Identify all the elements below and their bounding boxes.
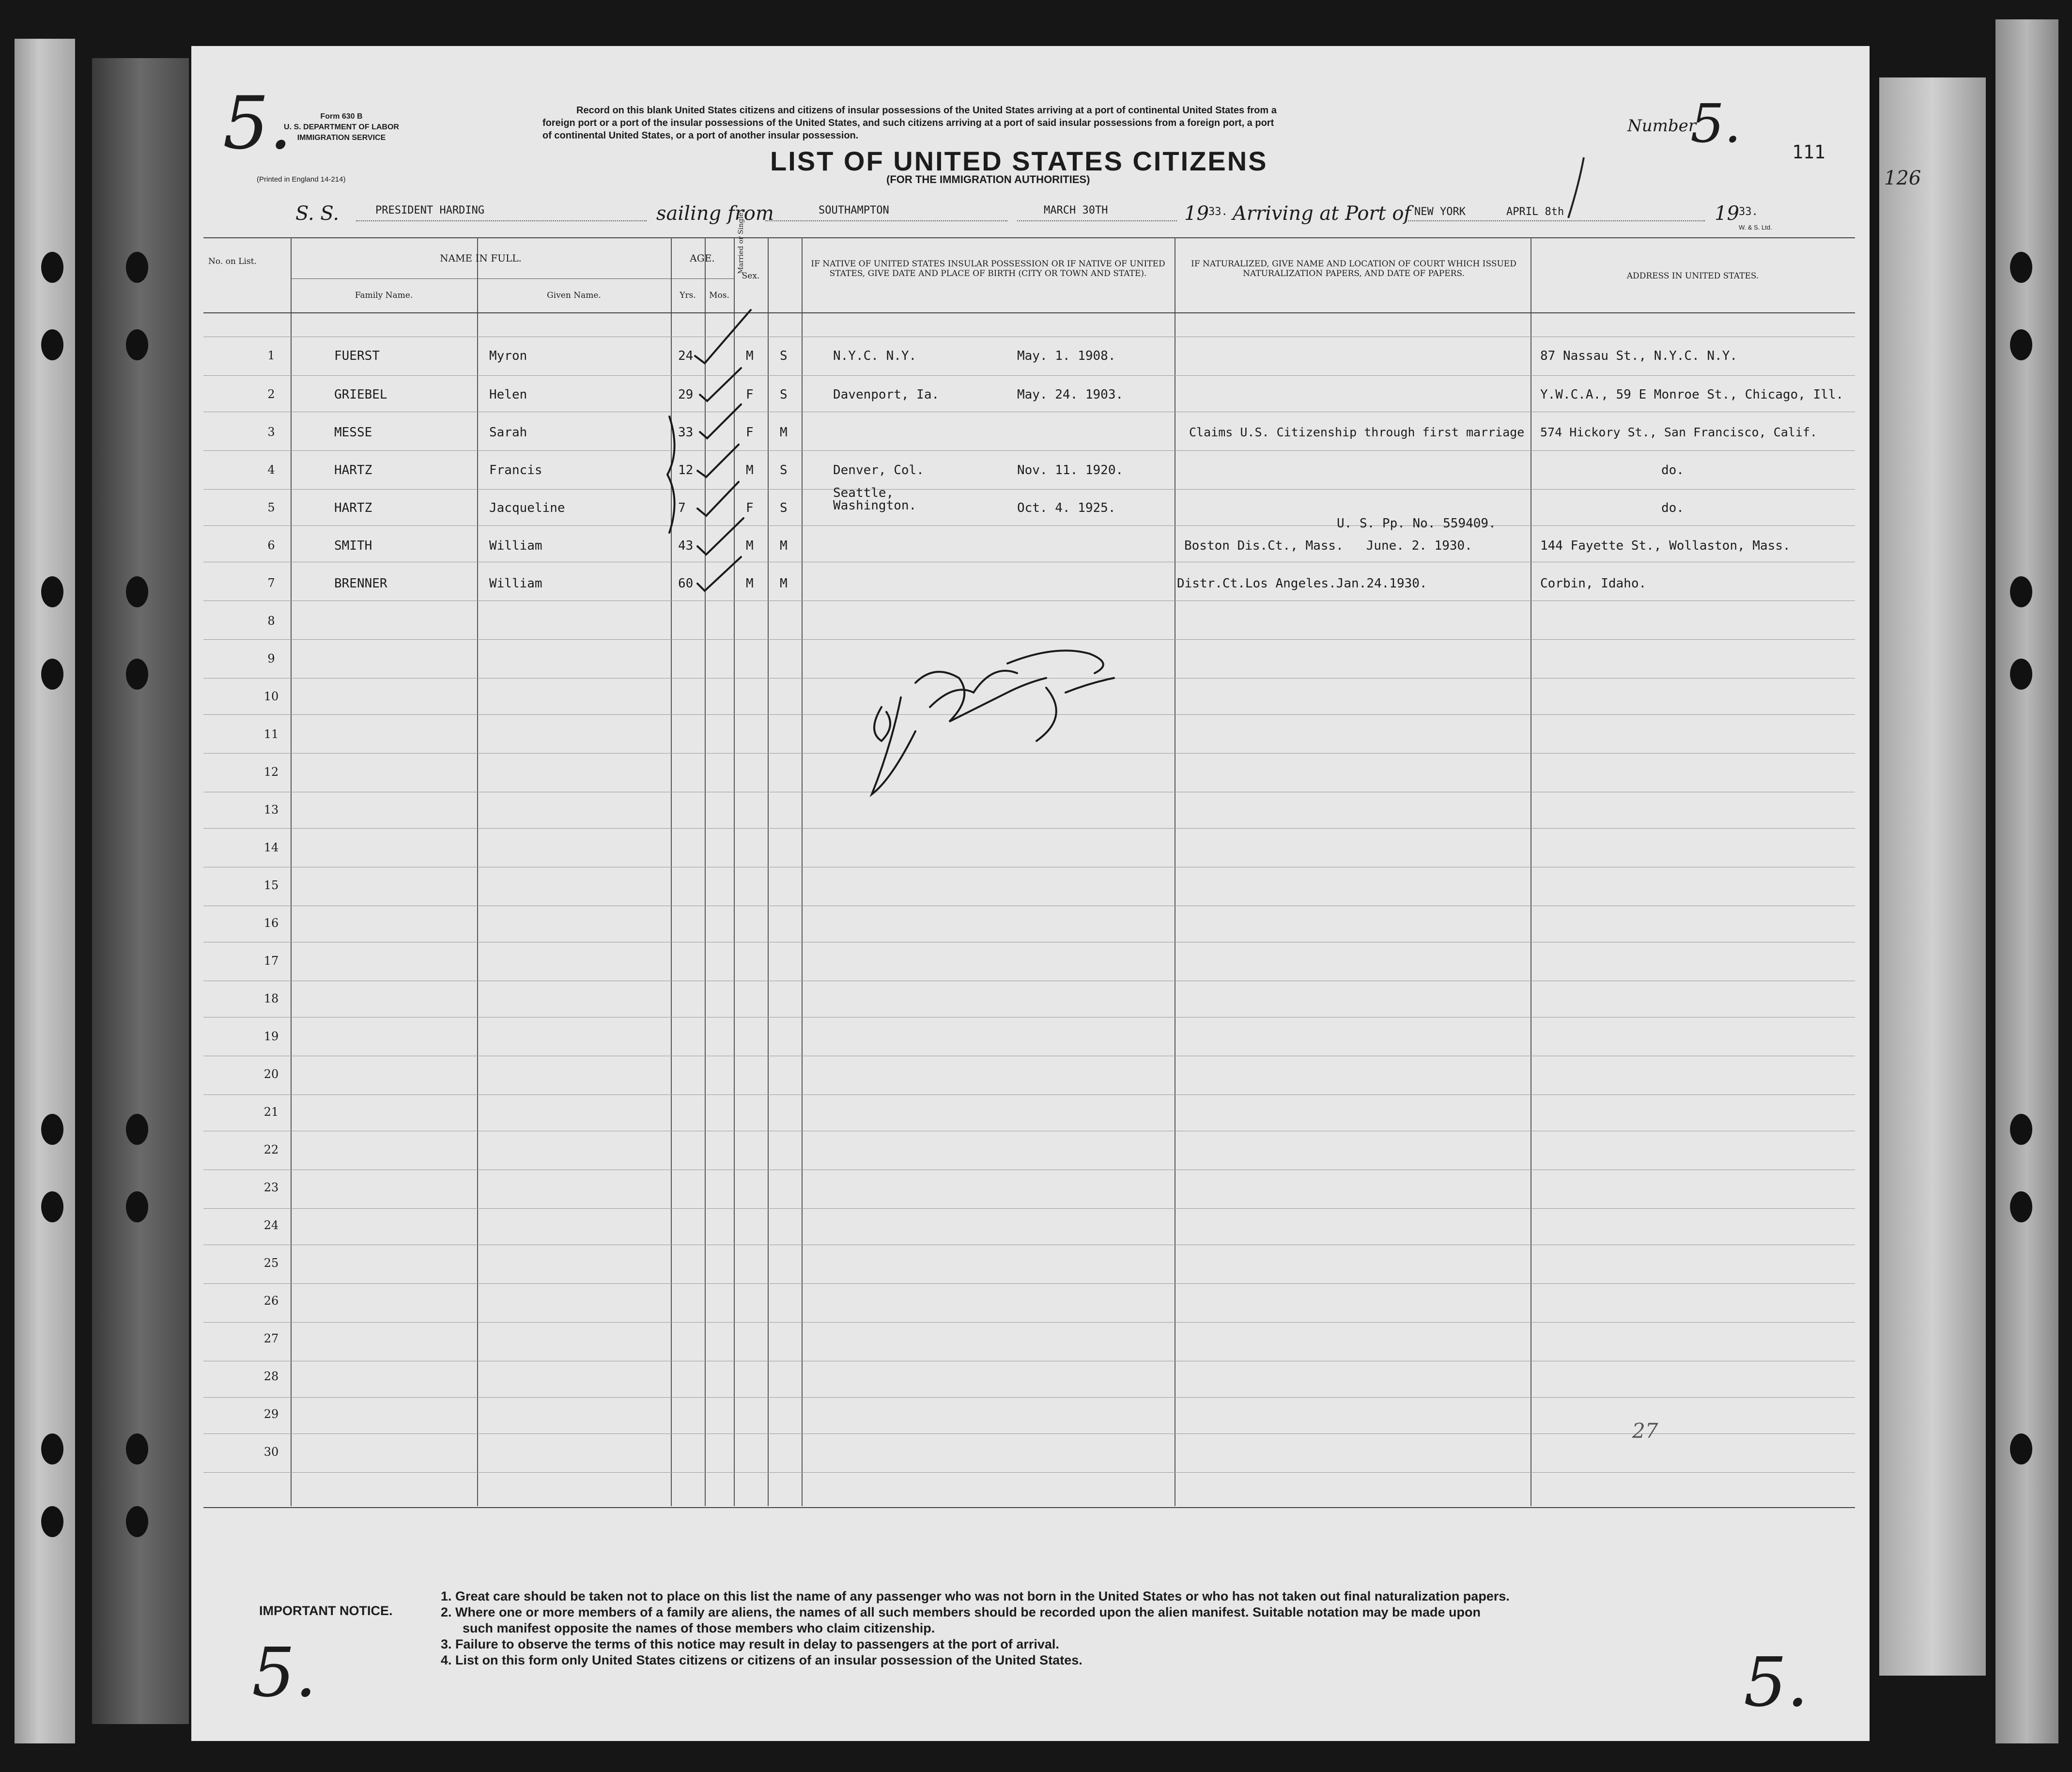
department-name: U. S. DEPARTMENT OF LABOR bbox=[284, 123, 399, 131]
passport-number: U. S. Pp. No. 559409. bbox=[1337, 516, 1496, 531]
binder-hole bbox=[41, 252, 63, 283]
corner-mark-top-left: 5. bbox=[223, 81, 293, 166]
printed-note: (Printed in England 14-214) bbox=[257, 175, 346, 184]
binder-hole bbox=[126, 1433, 148, 1464]
sex-cell: M bbox=[746, 539, 754, 553]
row-number: 27 bbox=[263, 1332, 279, 1345]
departure-year-prefix: 19 bbox=[1184, 202, 1209, 225]
binder-hole bbox=[126, 252, 148, 283]
marital-cell: S bbox=[780, 349, 788, 363]
arrival-date: APRIL 8th bbox=[1506, 206, 1564, 218]
row-number: 8 bbox=[267, 614, 275, 628]
page-number: 111 bbox=[1792, 141, 1825, 163]
marital-cell: M bbox=[780, 425, 788, 440]
binder-hole bbox=[126, 329, 148, 360]
column-divider bbox=[477, 237, 478, 1506]
ss-label: S. S. bbox=[295, 202, 340, 225]
from-port: SOUTHAMPTON bbox=[819, 204, 889, 216]
header-address: ADDRESS IN UNITED STATES. bbox=[1626, 271, 1759, 281]
header-months: Mos. bbox=[709, 291, 729, 300]
notice-item: 2. Where one or more members of a family are aliens, the names of all such members should be recorded upon the alien manifest. Suitable notation may be made upon bbox=[441, 1605, 1481, 1619]
check-mark-icon bbox=[695, 310, 751, 363]
number-label: Number bbox=[1627, 116, 1697, 136]
birth-place-cell: N.Y.C. N.Y. bbox=[833, 349, 917, 363]
binder-hole bbox=[41, 1506, 63, 1537]
birth-place-cell: Denver, Col. bbox=[833, 463, 924, 478]
binder-hole bbox=[2010, 1191, 2032, 1222]
check-mark-icon bbox=[697, 518, 743, 555]
row-number: 21 bbox=[263, 1105, 279, 1119]
corner-mark-bottom-right: 5. bbox=[1744, 1643, 1809, 1722]
notice-item: such manifest opposite the names of those members who claim citizenship. bbox=[463, 1621, 935, 1635]
arrival-year-prefix: 19 bbox=[1715, 202, 1739, 225]
page-title: LIST OF UNITED STATES CITIZENS bbox=[770, 146, 1268, 176]
header-subdivider bbox=[671, 278, 734, 279]
row-number: 12 bbox=[263, 765, 279, 779]
from-port-line bbox=[765, 220, 1007, 221]
notice-item: 3. Failure to observe the terms of this notice may result in delay to passengers at the port of arrival. bbox=[441, 1637, 1059, 1651]
family-name-cell: HARTZ bbox=[334, 463, 372, 478]
binder-hole bbox=[126, 1114, 148, 1145]
column-divider bbox=[802, 237, 803, 1506]
sailing-label: sailing from bbox=[656, 202, 774, 225]
given-name-cell: Helen bbox=[489, 387, 527, 402]
binder-hole bbox=[41, 576, 63, 607]
row-number: 30 bbox=[263, 1445, 279, 1459]
row-number: 4 bbox=[267, 463, 275, 477]
corner-mark-bottom-left: 5. bbox=[252, 1633, 317, 1712]
form-number: Form 630 B bbox=[320, 112, 363, 121]
header-naturalized: IF NATURALIZED, GIVE NAME AND LOCATION OF COURT WHICH ISSUED NATURALIZATION PAPERS, AND DATE OF PAPERS. bbox=[1191, 259, 1516, 278]
given-name-cell: Sarah bbox=[489, 425, 527, 440]
sex-cell: M bbox=[746, 576, 754, 591]
sex-cell: F bbox=[746, 501, 754, 515]
form-identifier bbox=[271, 111, 412, 143]
row-number: 18 bbox=[263, 992, 279, 1005]
row-number: 13 bbox=[263, 803, 279, 817]
marital-cell: S bbox=[780, 387, 788, 402]
notice-body bbox=[441, 1588, 1855, 1668]
row-number: 16 bbox=[263, 916, 279, 930]
family-name-cell: FUERST bbox=[334, 349, 380, 363]
row-number: 19 bbox=[263, 1030, 279, 1043]
row-number: 23 bbox=[263, 1181, 279, 1194]
notice-heading: IMPORTANT NOTICE. bbox=[259, 1603, 393, 1618]
arrival-port: NEW YORK bbox=[1414, 206, 1466, 218]
binder-hole bbox=[126, 1506, 148, 1537]
age-cell: 12 bbox=[678, 463, 694, 478]
binder-right-edge bbox=[1879, 77, 1986, 1676]
family-name-cell: SMITH bbox=[334, 539, 372, 553]
header-subdivider bbox=[291, 278, 705, 279]
departure-date-line bbox=[1017, 220, 1177, 221]
binder-hole bbox=[126, 659, 148, 690]
sex-cell: M bbox=[746, 463, 754, 478]
header-bottom-rule bbox=[203, 312, 1855, 313]
row-number: 20 bbox=[263, 1067, 279, 1081]
binder-hole bbox=[41, 1114, 63, 1145]
binder-strip bbox=[92, 58, 189, 1724]
row-number: 14 bbox=[263, 841, 279, 854]
check-mark-icon bbox=[697, 482, 739, 516]
row-number: 11 bbox=[263, 727, 279, 741]
instruction-line: Record on this blank United States citizens and citizens of insular possessions of the United States arriving at a port of continental United States from a bbox=[576, 105, 1277, 116]
age-cell: 60 bbox=[678, 576, 694, 591]
page-subtitle: (FOR THE IMMIGRATION AUTHORITIES) bbox=[886, 173, 1090, 185]
sex-cell: F bbox=[746, 425, 754, 440]
row-number: 3 bbox=[267, 425, 275, 439]
binder-hole bbox=[2010, 1433, 2032, 1464]
header-name-in-full: NAME IN FULL. bbox=[440, 252, 522, 264]
row-number: 9 bbox=[267, 652, 275, 665]
column-divider bbox=[291, 237, 292, 1506]
header-married-single: Married or Single. bbox=[737, 210, 745, 274]
given-name-cell: Myron bbox=[489, 349, 527, 363]
family-name-cell: HARTZ bbox=[334, 501, 372, 515]
header-given-name: Given Name. bbox=[547, 291, 601, 300]
sex-cell: F bbox=[746, 387, 754, 402]
service-name: IMMIGRATION SERVICE bbox=[297, 134, 386, 142]
marital-cell: S bbox=[780, 501, 788, 515]
arrival-year: 33. bbox=[1739, 206, 1758, 218]
birth-date-cell: May. 1. 1908. bbox=[1017, 349, 1116, 363]
departure-year: 33. bbox=[1208, 206, 1228, 218]
marital-cell: M bbox=[780, 539, 788, 553]
header-birth: IF NATIVE OF UNITED STATES INSULAR POSSESSION OR IF NATIVE OF UNITED STATES, GIVE DATE AND PLACE OF BIRTH (CITY OR TOWN AND STATE). bbox=[811, 259, 1165, 278]
address-cell: 574 Hickory St., San Francisco, Calif. bbox=[1540, 425, 1817, 439]
row-number: 28 bbox=[263, 1370, 279, 1383]
row-number: 7 bbox=[267, 576, 275, 590]
header-sex: Sex. bbox=[742, 271, 760, 281]
binder-hole bbox=[2010, 659, 2032, 690]
row-number: 26 bbox=[263, 1294, 279, 1308]
address-cell: Y.W.C.A., 59 E Monroe St., Chicago, Ill. bbox=[1540, 387, 1844, 402]
binder-left-edge bbox=[15, 39, 75, 1743]
birth-place-cell: Davenport, Ia. bbox=[833, 387, 940, 402]
address-cell: 144 Fayette St., Wollaston, Mass. bbox=[1540, 539, 1791, 553]
margin-note: 27 bbox=[1632, 1419, 1658, 1443]
binder-hole bbox=[41, 1191, 63, 1222]
age-cell: 43 bbox=[678, 539, 694, 553]
notice-item: 1. Great care should be taken not to place on this list the name of any passenger who was not born in the United States or who has not taken out final naturalization papers. bbox=[441, 1589, 1510, 1603]
address-cell: 87 Nassau St., N.Y.C. N.Y. bbox=[1540, 349, 1737, 363]
handwritten-correction-stroke bbox=[1564, 155, 1593, 223]
check-mark-icon bbox=[697, 445, 739, 477]
family-name-cell: MESSE bbox=[334, 425, 372, 440]
row-number: 24 bbox=[263, 1218, 279, 1232]
marital-cell: S bbox=[780, 463, 788, 478]
signature-text bbox=[862, 634, 863, 635]
row-number: 2 bbox=[267, 387, 275, 401]
header-age: AGE. bbox=[690, 252, 715, 264]
check-mark-icon bbox=[700, 368, 741, 401]
given-name-cell: Francis bbox=[489, 463, 542, 478]
row-number: 10 bbox=[263, 690, 279, 703]
sex-cell: M bbox=[746, 349, 754, 363]
check-mark-icon bbox=[697, 557, 741, 591]
family-name-cell: BRENNER bbox=[334, 576, 387, 591]
header-years: Yrs. bbox=[680, 291, 696, 300]
given-name-cell: William bbox=[489, 539, 542, 553]
check-mark-icon bbox=[700, 404, 741, 438]
row-number: 15 bbox=[263, 878, 279, 892]
printer-mark: W. & S. Ltd. bbox=[1739, 224, 1772, 231]
birth-date-cell: Oct. 4. 1925. bbox=[1017, 501, 1116, 515]
binder-hole bbox=[126, 576, 148, 607]
header-no-on-list: No. on List. bbox=[208, 257, 257, 266]
given-name-cell: Jacqueline bbox=[489, 501, 565, 515]
binder-hole bbox=[41, 329, 63, 360]
arrival-line bbox=[1405, 220, 1705, 221]
birth-place-cell: Seattle, Washington. bbox=[833, 486, 917, 513]
address-cell: do. bbox=[1661, 501, 1684, 515]
birth-date-cell: May. 24. 1903. bbox=[1017, 387, 1124, 402]
binder-hole bbox=[126, 1191, 148, 1222]
family-name-cell: GRIEBEL bbox=[334, 387, 387, 402]
binder-hole bbox=[2010, 576, 2032, 607]
instructions-block bbox=[542, 104, 1555, 142]
row-number: 29 bbox=[263, 1407, 279, 1421]
check-marks bbox=[659, 291, 785, 601]
row-number: 22 bbox=[263, 1143, 279, 1156]
naturalization-cell: Boston Dis.Ct., Mass. June. 2. 1930. bbox=[1184, 539, 1472, 553]
address-cell: do. bbox=[1661, 463, 1684, 478]
given-name-cell: William bbox=[489, 576, 542, 591]
ship-name: PRESIDENT HARDING bbox=[375, 204, 485, 216]
binder-hole bbox=[41, 659, 63, 690]
age-cell: 24 bbox=[678, 349, 694, 363]
binder-hole bbox=[2010, 252, 2032, 283]
naturalization-cell: Claims U.S. Citizenship through first marriage bbox=[1189, 425, 1525, 439]
address-cell: Corbin, Idaho. bbox=[1540, 576, 1647, 591]
side-number: 126 bbox=[1884, 167, 1921, 189]
binder-hole bbox=[2010, 329, 2032, 360]
row-number: 1 bbox=[267, 349, 275, 362]
row-number: 5 bbox=[267, 501, 275, 514]
brace-mark-icon bbox=[667, 416, 675, 533]
notice-item: 4. List on this form only United States citizens or citizens of an insular possession of the United States. bbox=[441, 1653, 1082, 1667]
signature-drawing bbox=[862, 634, 1153, 818]
age-cell: 29 bbox=[678, 387, 694, 402]
row-number: 6 bbox=[267, 539, 275, 552]
arriving-label: Arriving at Port of bbox=[1233, 202, 1411, 225]
instruction-line: of continental United States, or a port of another insular possession. bbox=[542, 130, 859, 141]
row-number: 17 bbox=[263, 954, 279, 968]
instruction-line: foreign port or a port of the insular possessions of the United States, and such citizens arriving at a port of said insular possessions from a foreign port, a port bbox=[542, 118, 1274, 128]
row-number: 25 bbox=[263, 1256, 279, 1270]
age-cell: 33 bbox=[678, 425, 694, 440]
header-family-name: Family Name. bbox=[355, 291, 413, 300]
marital-cell: M bbox=[780, 576, 788, 591]
age-cell: 7 bbox=[678, 501, 686, 515]
naturalization-cell: Distr.Ct.Los Angeles.Jan.24.1930. bbox=[1177, 576, 1427, 591]
birth-date-cell: Nov. 11. 1920. bbox=[1017, 463, 1124, 478]
departure-date: MARCH 30TH bbox=[1044, 204, 1108, 216]
ship-line bbox=[356, 220, 647, 221]
binder-hole bbox=[41, 1433, 63, 1464]
binder-hole bbox=[2010, 1114, 2032, 1145]
number-value: 5. bbox=[1690, 92, 1741, 154]
